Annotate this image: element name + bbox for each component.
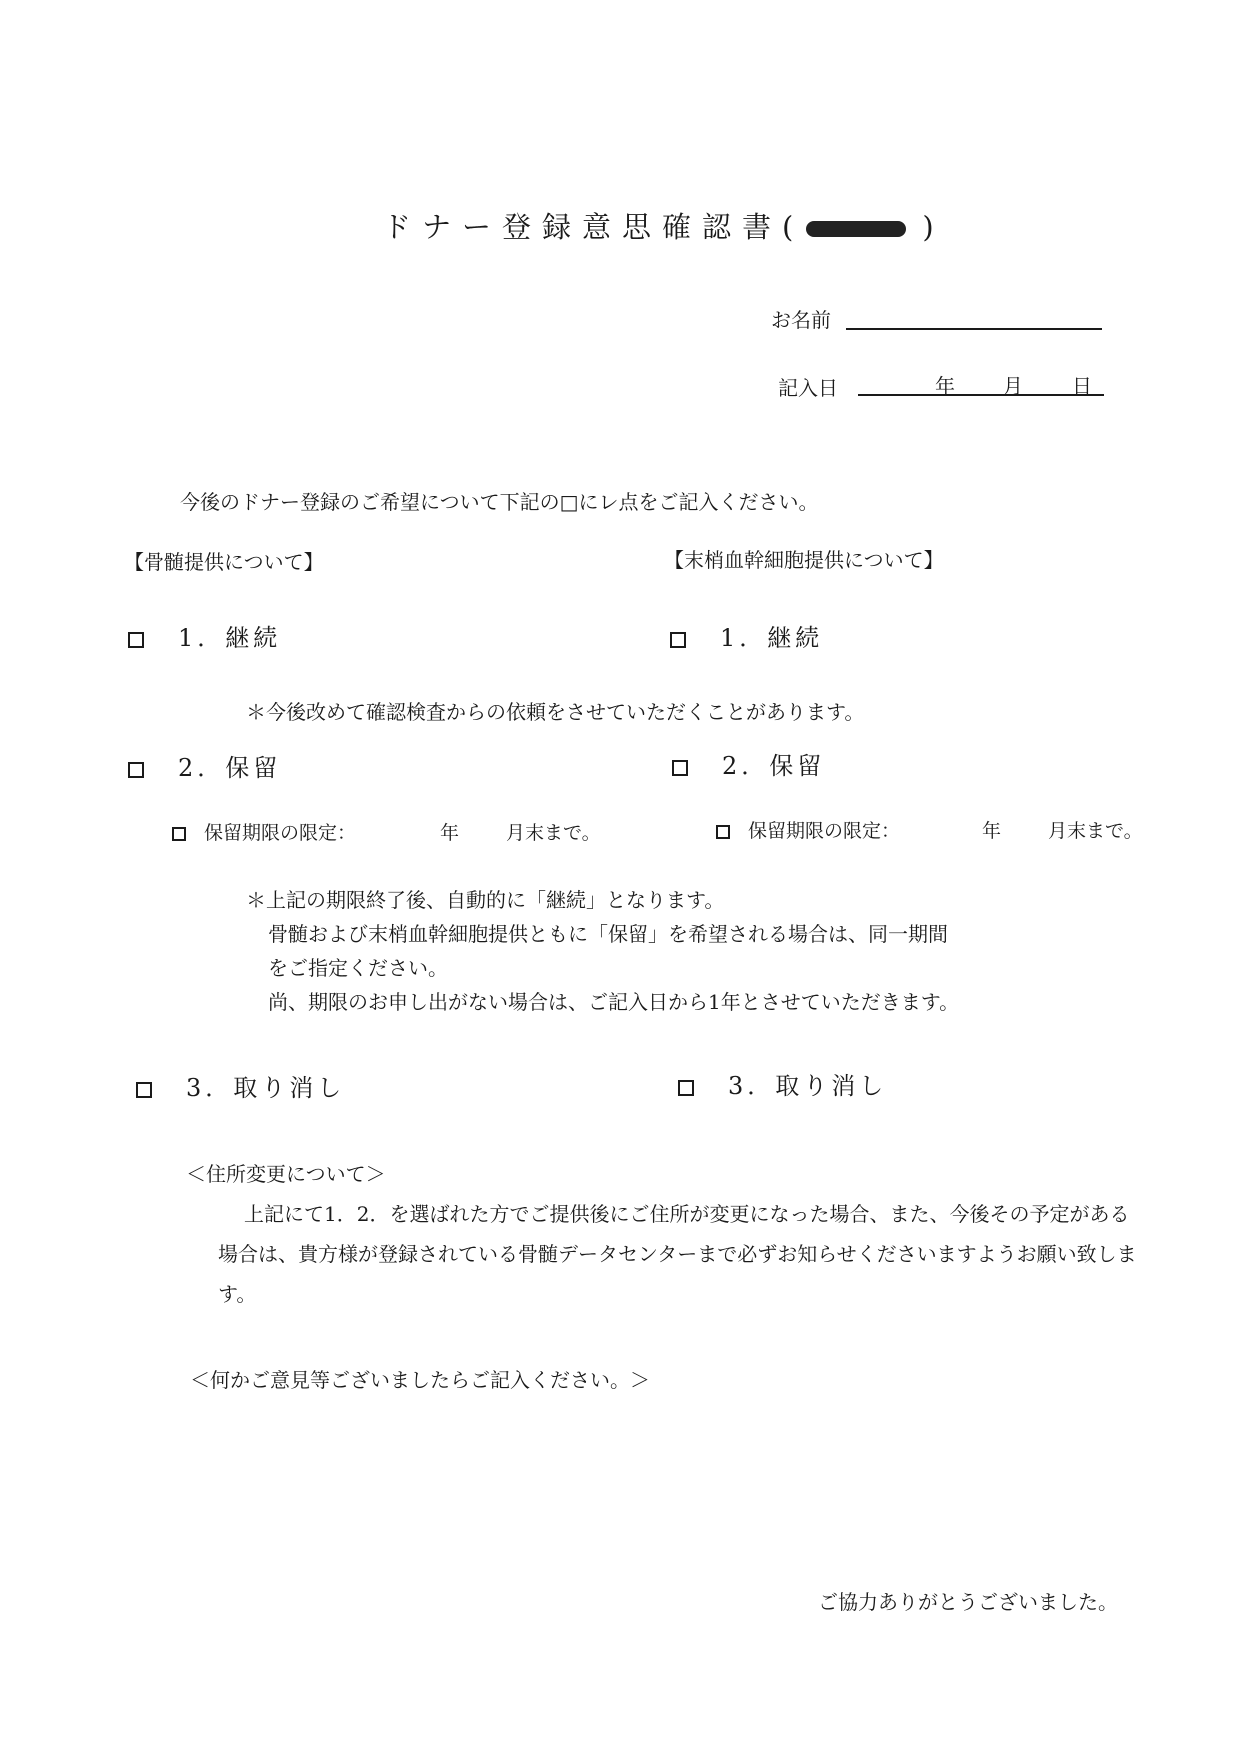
bone-marrow-hold-limit-month-end: 月末まで。 bbox=[506, 822, 601, 844]
bone-marrow-cancel-option[interactable] bbox=[136, 1068, 345, 1103]
redacted-text bbox=[806, 221, 906, 237]
bone-marrow-hold-limit-checkbox[interactable] bbox=[172, 827, 186, 841]
date-label: 記入日 bbox=[778, 376, 838, 400]
pbsc-hold-limit-year: 年 bbox=[982, 820, 1002, 842]
bone-marrow-hold-label: 2．保留 bbox=[178, 754, 282, 782]
pbsc-hold-checkbox[interactable] bbox=[672, 760, 688, 776]
title-close-paren: ) bbox=[922, 210, 945, 244]
name-field[interactable] bbox=[846, 328, 1102, 330]
instruction-text: 今後のドナー登録のご希望について下記の□にレ点をご記入ください。 bbox=[180, 490, 819, 514]
pbsc-cancel-label: 3．取り消し bbox=[728, 1072, 888, 1100]
pbsc-hold-limit-month-end: 月末まで。 bbox=[1048, 820, 1143, 842]
pbsc-cancel-checkbox[interactable] bbox=[678, 1080, 694, 1096]
date-day-label: 日 bbox=[1072, 374, 1092, 398]
date-month-label: 月 bbox=[1003, 374, 1023, 398]
address-change-body: 上記にて1．2．を選ばれた方でご提供後にご住所が変更になった場合、また、今後その予定がある場合は、貴方様が登録されている骨髄データセンターまで必ずお知らせくださいますようお願い致します。 bbox=[218, 1202, 1137, 1306]
comments-prompt: ＜何かご意見等ございましたらご記入ください。＞ bbox=[190, 1368, 650, 1392]
bone-marrow-cancel-checkbox[interactable] bbox=[136, 1082, 152, 1098]
title-text: ドナー登録意思確認書( bbox=[382, 210, 805, 244]
hold-note-line: 尚、期限のお申し出がない場合は、ご記入日から1年とさせていただきます。 bbox=[268, 990, 960, 1014]
pbsc-heading: 【末梢血幹細胞提供について】 bbox=[664, 548, 944, 572]
closing-text: ご協力ありがとうございました。 bbox=[818, 1590, 1118, 1614]
date-field[interactable] bbox=[858, 394, 1104, 396]
continue-note: ＊今後改めて確認検査からの依頼をさせていただくことがあります。 bbox=[246, 700, 865, 724]
address-change-heading: ＜住所変更について＞ bbox=[186, 1162, 386, 1186]
pbsc-continue-label: 1．継続 bbox=[720, 624, 824, 652]
bone-marrow-heading: 【骨髄提供について】 bbox=[124, 550, 324, 574]
bone-marrow-continue-option[interactable] bbox=[128, 618, 281, 653]
hold-note-line: 骨髄および末梢血幹細胞提供ともに「保留」を希望される場合は、同一期間 bbox=[268, 922, 948, 946]
bone-marrow-hold-limit-label: 保留期限の限定： bbox=[204, 822, 357, 844]
bone-marrow-hold-limit[interactable] bbox=[172, 818, 356, 845]
pbsc-hold-option[interactable] bbox=[672, 746, 825, 781]
pbsc-continue-checkbox[interactable] bbox=[670, 632, 686, 648]
bone-marrow-hold-option[interactable] bbox=[128, 748, 281, 783]
bone-marrow-hold-checkbox[interactable] bbox=[128, 762, 144, 778]
pbsc-cancel-option[interactable] bbox=[678, 1066, 887, 1101]
bone-marrow-continue-label: 1．継続 bbox=[178, 624, 282, 652]
pbsc-hold-label: 2．保留 bbox=[722, 752, 826, 780]
pbsc-continue-option[interactable] bbox=[670, 618, 823, 653]
name-label: お名前 bbox=[771, 308, 831, 332]
document-title bbox=[382, 205, 945, 246]
bone-marrow-cancel-label: 3．取り消し bbox=[186, 1074, 346, 1102]
pbsc-hold-limit-checkbox[interactable] bbox=[716, 825, 730, 839]
pbsc-hold-limit-label: 保留期限の限定： bbox=[748, 820, 901, 842]
pbsc-hold-limit[interactable] bbox=[716, 816, 900, 843]
hold-note-line: ＊上記の期限終了後、自動的に「継続」となります。 bbox=[246, 888, 725, 912]
bone-marrow-hold-limit-year: 年 bbox=[440, 822, 460, 844]
hold-note-line: をご指定ください。 bbox=[268, 956, 448, 980]
bone-marrow-continue-checkbox[interactable] bbox=[128, 632, 144, 648]
date-year-label: 年 bbox=[935, 374, 955, 398]
